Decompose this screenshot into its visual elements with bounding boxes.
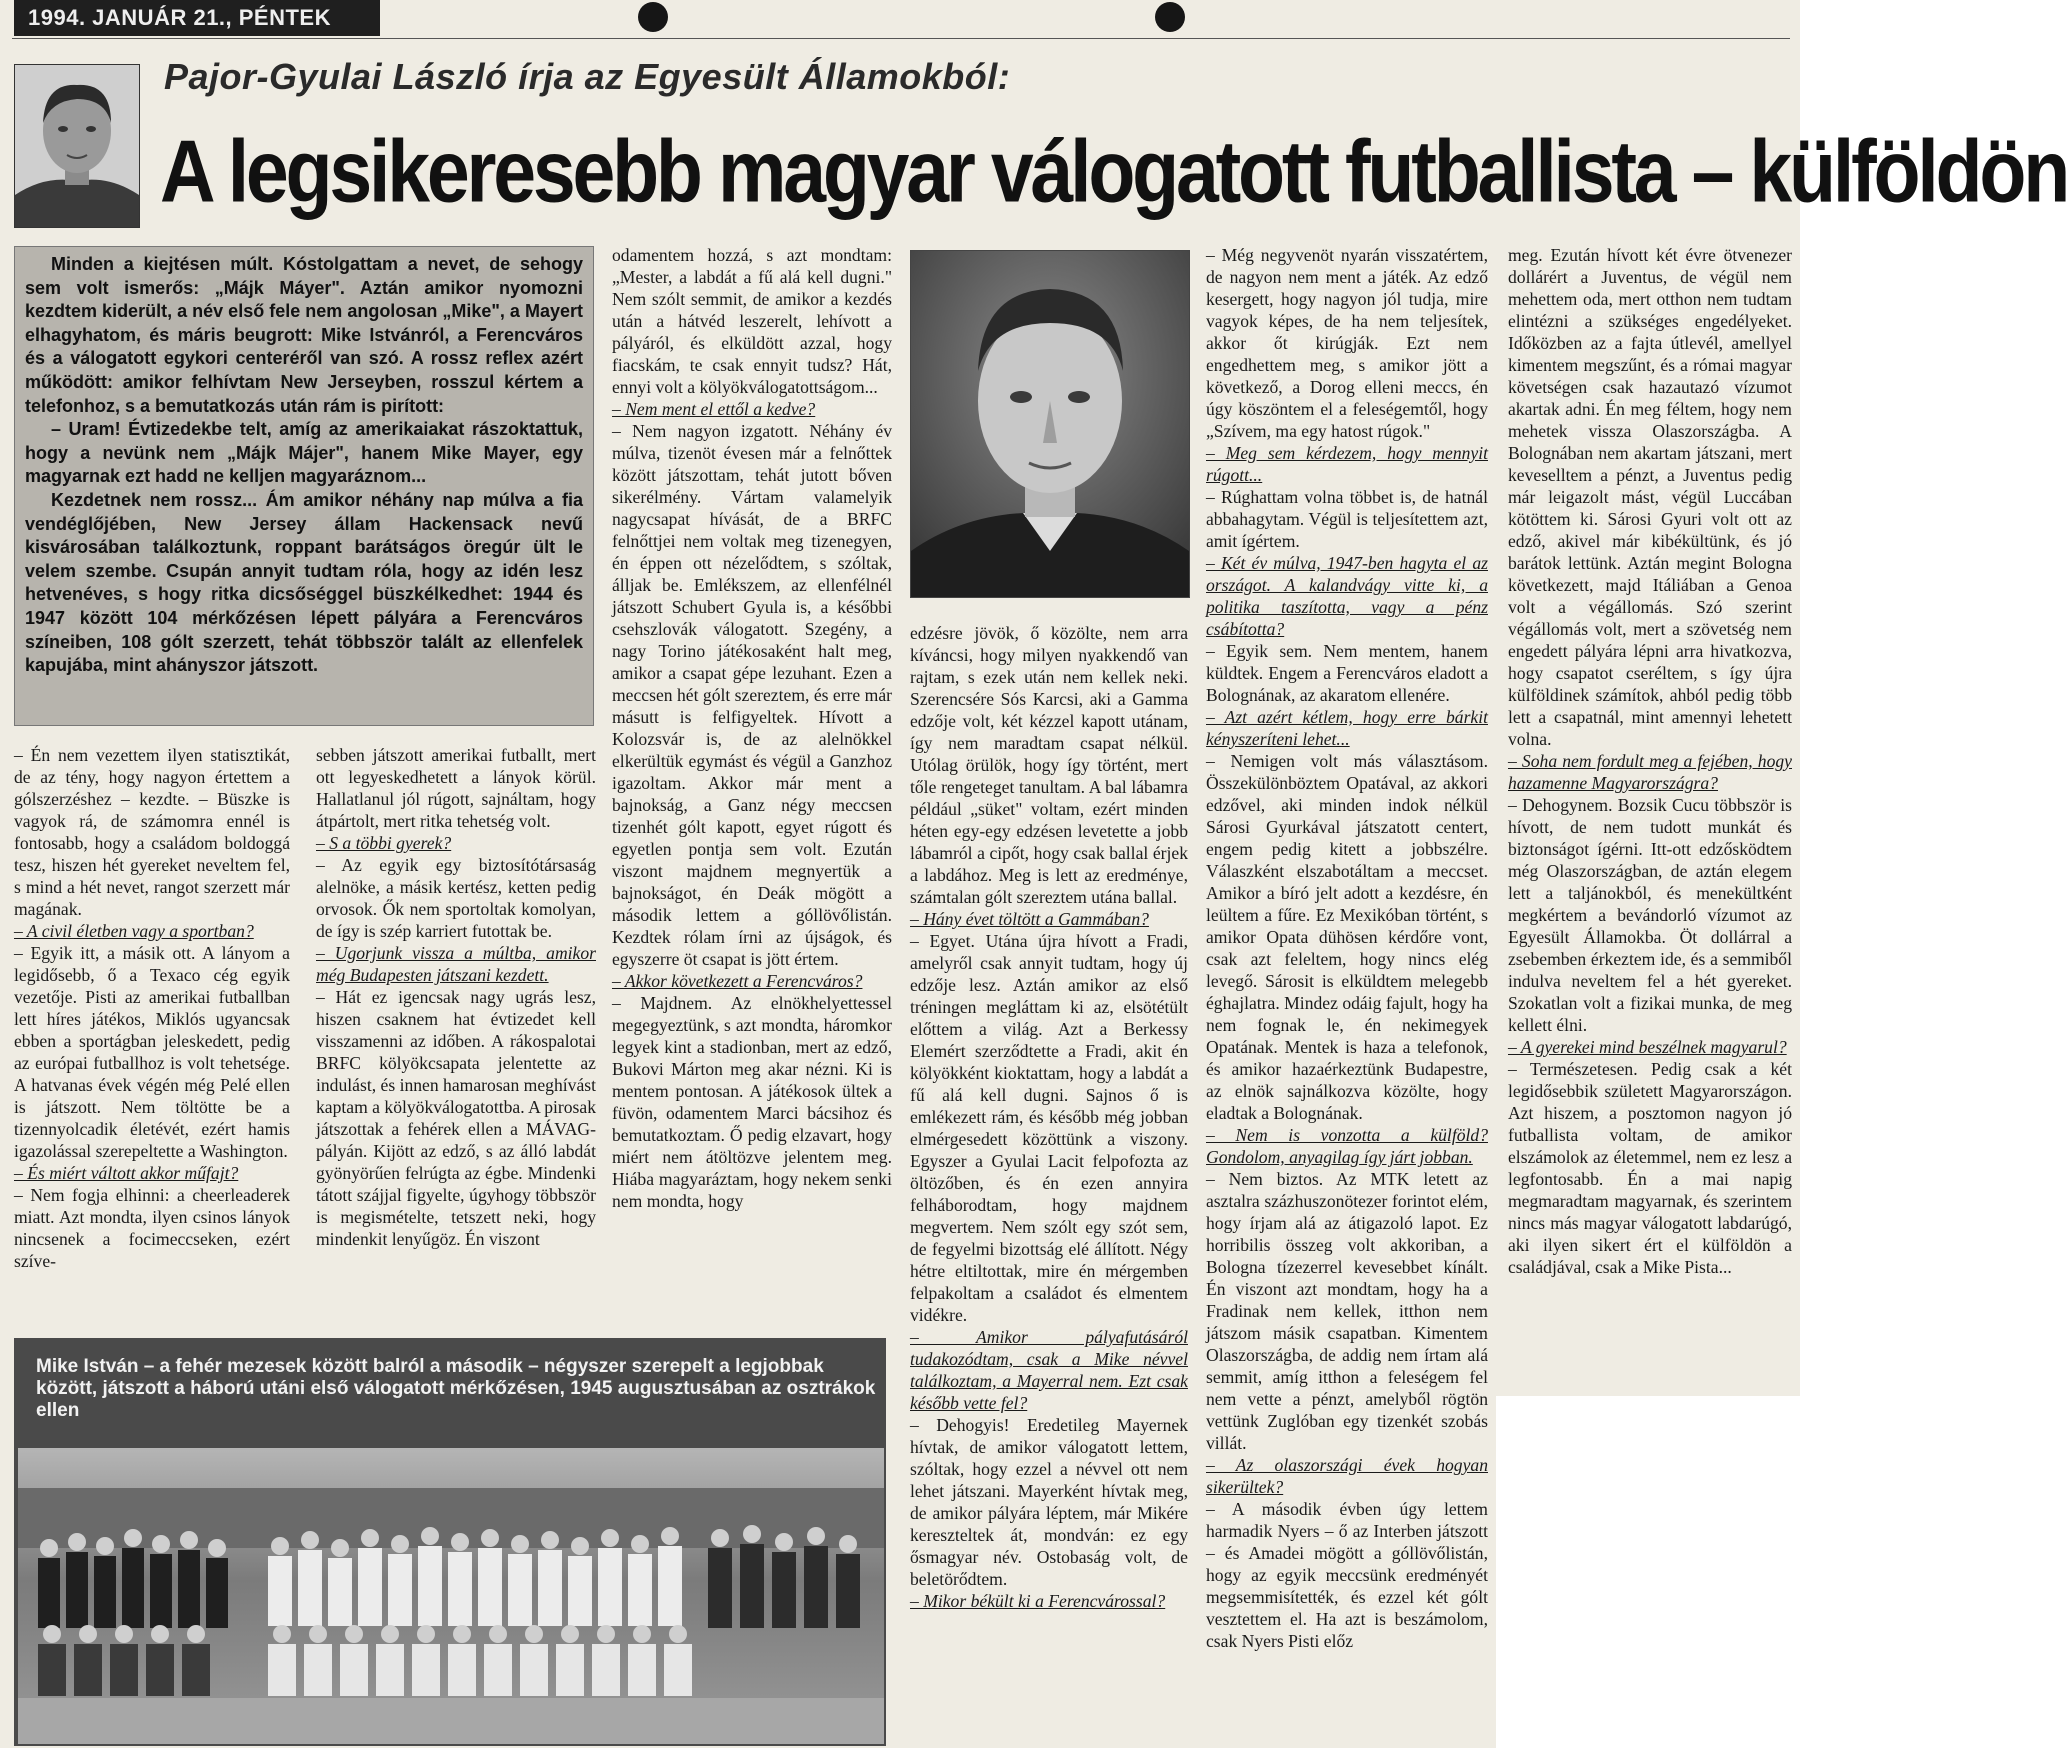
paragraph: – Majdnem. Az elnökhelyettessel megegyeztünk, s azt mondta, háromkor legyek kint a stadionban, mert az edző, Bukovi Márton meg akar nézni. Ki is mentem pontosan. A játékosok ültek a füvön, odamentem Marci bácsihoz és bemutatkoztam. Ő pedig elzavart, hogy miért nem átöltözve jelentem meg. Hiába magyaráztam, hogy nekem senki nem mondta, hogy bbox=[612, 993, 892, 1211]
question: – Mikor békült ki a Ferencvárossal? bbox=[910, 1591, 1166, 1611]
punch-hole bbox=[638, 2, 668, 32]
paragraph: – Természetesen. Pedig csak a két legidősebbik született Magyarországon. Azt hiszem, a posztomon nagyon jó futballista voltam, de amikor elszámolok az életemmel, nem ez lesz a legfontosabb. Én a mai napig megmaradtam magyarnak, és szerintem nincs más magyar válogatott labdarúgó, aki ilyen sikert ért el külföldön a családjával, csak a Mike Pista... bbox=[1508, 1059, 1792, 1277]
lead-box bbox=[14, 246, 594, 726]
lead-paragraph: Kezdetnek nem rossz... Ám amikor néhány nap múlva a fia vendéglőjében, New Jersey állam Hackensack nevű kisvárosában találkoztunk, roppant barátságos öregúr ült le velem szembe. Csupán annyit tudtam róla, hogy az idén lesz hetvenéves, s hogy ritka dicsőséggel büszkélkedhet: 1944 és 1947 között 104 mérkőzésen lépett pályára a Ferencváros színeiben, 108 gólt szerzett, tehát többször talált az ellenfelek kapujába, mint ahányszor játszott. bbox=[25, 489, 583, 676]
top-rule bbox=[12, 38, 1790, 39]
paragraph: – A második évben úgy lettem harmadik Nyers – ő az Interben játszott – és Amadei mögött a góllövőlistán, hogy az egyik meccsünk eredményét megsemmisítették, és ezzel két gólt vesztettem el. Ha azt is beszámolom, csak Nyers Pisti előz bbox=[1206, 1499, 1488, 1651]
punch-hole bbox=[1155, 2, 1185, 32]
paragraph: – Dehogyis! Eredetileg Mayernek hívtak, de amikor válogatott lettem, szóltak, hogy ezzel a névvel ott nem lehet játszani. Mayerként hívtak meg, de amikor pályára léptem, már Mikére kereszteltek át, mondván: ez egy ősmagyar név. Ostobaság volt, de beletörődtem. bbox=[910, 1415, 1188, 1589]
paragraph: edzésre jövök, ő közölte, nem arra kíváncsi, hogy milyen nyakkendő van rajtam, s ezek után nem kellek neki. Szerencsére Sós Karcsi, aki a Gamma edzője volt, két kézzel kapott utánam, így nem maradtam csapat nélkül. Utólag örülök, hogy így történt, mert tőle rengeteget tanultam. A bal lábamra például „süket" voltam, ezért minden héten egy-egy edzésen levetette a jobb lábamról a cipőt, hogy csak ballal érjek a labdához. Meg is lett az eredménye, számtalan gólt szereztem utána ballal. bbox=[910, 623, 1188, 907]
article-column-4 bbox=[910, 622, 1188, 1612]
paragraph: meg. Ezután hívott két évre ötvenezer dollárért a Juventus, de végül nem mehettem oda, mert otthon nem tudtam elintézni a szükséges engedélyeket. Időközben az a fajta útlevél, amellyel kimentem megszűnt, és a római magyar követségen csak hazautazó vízumot akartak adni. Én meg féltem, hogy nem mehetek vissza Olaszországba. A Bolognában nem akartam játszani, mert keveselltem a pénzt, a Juventus pedig már leigazolt mást, végül Luccában kötöttem ki. Sárosi Gyuri volt ott az edző, akivel már kibékültünk, és jó barátok lettünk. Aztán megint Bologna következett, majd Itáliában a Genoa volt a végállomás. Szó szerint végállomás volt, mert a szövetség nem engedett pályára lépni arra hivatkozva, hogy csapatot cseréltem, s így újra külföldinek számítok, ahból pedig több lett a csapatnál, mint amennyi lehetett volna. bbox=[1508, 245, 1792, 749]
question: – Nem is vonzotta a külföld? Gondolom, anyagilag így járt jobban. bbox=[1206, 1125, 1488, 1167]
question: – A gyerekei mind beszélnek magyarul? bbox=[1508, 1037, 1787, 1057]
blank-corner bbox=[1496, 1396, 1800, 1748]
paragraph: – Egyet. Utána újra hívott a Fradi, amelyről csak annyit tudtam, hogy új edzője lesz. Aztán amikor az első tréningen megláttam ki az, elsötétült előttem a világ. Azt a Berkessy Elemért szerződtette a Fradi, akit én kölyökként kioktattam, hogy a labdát a fű alá kell dugni. Sajnos ő is emlékezett rám, és később még jobban elmérgesedett közöttünk a viszony. Egyszer a Gyulai Lacit felpofozta az öltözőben, és én ezen annyira felháborodtam, hogy majdnem megvertem. Nem szólt egy szót sem, de fegyelmi bizottság elé állított. Négy hétre eltiltottak, mire én mérgemben felpakoltam a családot és elmentem vidékre. bbox=[910, 931, 1188, 1325]
question: – Nem ment el ettől a kedve? bbox=[612, 399, 816, 419]
question: – S a többi gyerek? bbox=[316, 833, 452, 853]
paragraph: – Még negyvenöt nyarán visszatértem, de nagyon nem ment a játék. Az edző kesergett, hogy nagyon jól tudja, mire vagyok képes, de ha nem teljesítek, akkor őt kirúgják. Ezt nem engedhettem meg, s amikor jött a következő, a Dorog elleni meccs, én úgy köszöntem el a feleségemtől, hogy „Szívem, ma egy hatost rúgok." bbox=[1206, 245, 1488, 441]
paragraph: – Én nem vezettem ilyen statisztikát, de az tény, hogy nagyon értettem a gólszerzéshez – kezdte. – Büszke is vagyok rá, de számomra ennél is fontosabb, hogy a családom boldoggá tesz, hiszen hét gyereket neveltem fel, s mind a hét nevet, rangot szerzett már magának. bbox=[14, 745, 290, 919]
article-column-2 bbox=[316, 744, 596, 1250]
question: – Soha nem fordult meg a fejében, hogy hazamenne Magyarországra? bbox=[1508, 751, 1792, 793]
headline-kicker: Pajor-Gyulai László írja az Egyesült Államokból: bbox=[164, 56, 1011, 97]
paragraph: – Dehogynem. Bozsik Cucu többször is hívott, de nem tudott munkát és biztonságot ígérni. Itt-ott edzősködtem még Olaszországban, de aztán elegem lett a taljánokból, és menekültként megkértem a bevándorló vízumot az Egyesült Államokba. Öt dollárral a zsebemben érkeztem ide, és a semmiből indulva neveltem fel a hét gyereket. Szokatlan volt a fizikai munka, de meg kellett élni. bbox=[1508, 795, 1792, 1035]
paragraph: sebben játszott amerikai futballt, mert ott legyeskedhetett a lányok körül. Hallatlanul jól rúgott, sajnáltam, hogy átpártolt, mert ritka tehetség volt. bbox=[316, 745, 596, 831]
paragraph: – Az egyik egy biztosítótársaság alelnöke, a másik kertész, ketten pedig orvosok. Ők nem sportoltak komolyan, de így is szép karriert futottak be. bbox=[316, 855, 596, 941]
question: – Meg sem kérdezem, hogy mennyit rúgott... bbox=[1206, 443, 1488, 485]
paragraph: – Egyik sem. Nem mentem, hanem küldtek. Engem a Ferencváros eladott a Bolognának, az akaratom ellenére. bbox=[1206, 641, 1488, 705]
question: – Két év múlva, 1947-ben hagyta el az országot. A kalandvágy vitte ki, a politika taszította, vagy a pénz csábította? bbox=[1206, 553, 1488, 639]
question: – És miért váltott akkor műfajt? bbox=[14, 1163, 239, 1183]
article-column-1 bbox=[14, 744, 290, 1272]
paragraph: – Nemigen volt más választásom. Összekülönböztem Opatával, az akkori edzővel, aki minden indok nélkül Sárosi Gyurkával játszatott centert, engem pedig kitett a jobbszélre. Válaszként elszabotáltam a meccset. Amikor a bíró jelt adott a kezdésre, én leültem a fűre. Ez Mexikóban történt, s amikor Opata dühösen kérdőre vont, csak azt feleltem, hogy nincs elég levegő. Sárosit is elküldtem melegebb éghajlatra. Mindez odáig fajult, hogy ha nem fognak le, én nekimegyek Opatának. Mentek is haza a telefonok, és amikor hazaérkeztünk Budapestre, az elnök sajnálkozva közölte, hogy eladtak a Bolognának. bbox=[1206, 751, 1488, 1123]
question: – Akkor következett a Ferencváros? bbox=[612, 971, 863, 991]
paragraph: – Nem biztos. Az MTK letett az asztalra százhuszonötezer forintot elém, hogy írjam alá az átigazoló lapot. Ez horribilis összeg volt akkoriban, a Bologna tízezerrel kevesebbet kínált. Én viszont azt mondtam, hogy ha a Fradinak nem kellek, itthon nem játszom másik csapatban. Kimentem Olaszországba, de addig nem írtam alá semmit, amíg itthon a feleségem fel nem vette a pénzt, amelyből rögtön vettünk Zuglóban egy tizenkét szobás villát. bbox=[1206, 1169, 1488, 1453]
paragraph: – Rúghattam volna többet is, de hatnál abbahagytam. Végül is teljesítettem azt, amit ígértem. bbox=[1206, 487, 1488, 551]
photo-caption: Mike István – a fehér mezesek között balról a második – négyszer szerepelt a legjobbak között, játszott a háború utáni első válogatott mérkőzésen, 1945 augusztusában az osztrákok ellen bbox=[36, 1356, 876, 1421]
article-column-5 bbox=[1206, 244, 1488, 1652]
question: – Hány évet töltött a Gammában? bbox=[910, 909, 1149, 929]
question: – Azt azért kétlem, hogy erre bárkit kényszeríteni lehet... bbox=[1206, 707, 1488, 749]
paragraph: – Nem nagyon izgatott. Néhány év múlva, tizenöt évesen már a felnőttek között játszottam, tehát jutott bőven sikerélmény. Vártam valamelyik nagycsapat hívását, de a BRFC felnőttjei nem voltak meg tizenegyen, én éppen ott nézelődtem, s szóltak, álljak be. Emlékszem, az ellenfélnél játszott Schubert Gyula is, a későbbi csehszlovák válogatott. Szegény, a nagy Torino játékosaként halt meg, amikor a csapat gépe lezuhant. Ezen a meccsen hét gólt szereztem, és erre már másutt is felfigyeltek. Hívott a Kolozsvár is, de az alelnökkel elkerültük egymást és végül a Ganzhoz igazoltam. Akkor már ment a bajnokság, a Ganz négy meccsen tizenhét gólt kapott, egyet rúgott és egyetlen pontja sem volt. Ezután viszont majdnem megnyertük a bajnokságot, én Deák mögött a második lettem a góllövőlistán. Kezdtek rólam írni az újságok, és egyszerre öt csapat is jött értem. bbox=[612, 421, 892, 969]
question: – A civil életben vagy a sportban? bbox=[14, 921, 254, 941]
lead-paragraph: Minden a kiejtésen múlt. Kóstolgattam a nevet, de sehogy sem volt ismerős: „Májk Máyer". Aztán amikor nyomozni kezdtem kiderült, a név első fele nem angolosan „Mike", a Mayert elhagyhatom, és máris beugrott: Mike Istvánról, a Ferencváros és a válogatott egykori centeréről van szó. A rossz reflex azért működött: amikor felhívtam New Jerseyben, rosszul kértem a telefonhoz, s a bemutatkozás után rám is pirított: bbox=[25, 254, 583, 416]
author-portrait bbox=[14, 64, 140, 228]
paragraph: – Nem fogja elhinni: a cheerleaderek miatt. Azt mondta, ilyen csinos lányok nincsenek a focimeccseken, ezért szíve- bbox=[14, 1185, 290, 1271]
date-line: 1994. JANUÁR 21., PÉNTEK bbox=[14, 0, 380, 36]
paragraph: – Hát ez igencsak nagy ugrás lesz, hiszen csaknem hat évtizedet kell visszamenni az időben. A rákospalotai BRFC kölyökcsapata jelentette az indulást, és innen hamarosan meghívást kaptam a kölyökválogatottba. A pirosak játszottak a fehérek ellen a MÁVAG-pályán. Kijött az edző, s az álló labdát gyönyörűen felrúgta az égbe. Mindenki tátott szájjal figyelte, úgyhogy többször is megismételte, tetszett neki, hogy mindenkit lenyűgöz. Én viszont bbox=[316, 987, 596, 1249]
article-column-6 bbox=[1508, 244, 1792, 1278]
paragraph: – Egyik itt, a másik ott. A lányom a legidősebb, ő a Texaco cég egyik vezetője. Pisti az amerikai futballban lett híres játékos, Miklós ugyancsak ebben a sportágban jeleskedett, pedig az európai futballhoz is volt tehetsége. A hatvanas évek végén még Pelé ellen is játszott. Nem töltötte be a tizennyolcadik életévét, ezért hamis igazolással szerepeltette a Washington. bbox=[14, 943, 290, 1161]
headline: A legsikeresebb magyar válogatott futballista – külföldön bbox=[160, 122, 2067, 222]
question: – Ugorjunk vissza a múltba, amikor még Budapesten játszani kezdett. bbox=[316, 943, 596, 985]
article-column-3 bbox=[612, 244, 892, 1212]
player-portrait-photo bbox=[910, 250, 1190, 598]
question: – Amikor pályafutásáról tudakozódtam, csak a Mike névvel találkoztam, a Mayerral nem. Ezt csak később vette fel? bbox=[910, 1327, 1188, 1413]
team-photo bbox=[18, 1448, 884, 1744]
question: – Az olaszországi évek hogyan sikerültek? bbox=[1206, 1455, 1488, 1497]
lead-paragraph: – Uram! Évtizedekbe telt, amíg az amerikaiakat rászoktattuk, hogy a nevünk nem „Májk Májer", hanem Mike Mayer, egy magyarnak ezt hadd ne kelljen magyaráznom... bbox=[25, 419, 583, 487]
paragraph: odamentem hozzá, s azt mondtam: „Mester, a labdát a fű alá kell dugni." Nem szólt semmit, de amikor a kezdés után a hátvéd leszerelt, lehívott a pályáról, és elküldött azzal, hogy fiacskám, te csak ennyit tudsz? Hát, ennyi volt a kölyökválogatottságom... bbox=[612, 245, 892, 397]
